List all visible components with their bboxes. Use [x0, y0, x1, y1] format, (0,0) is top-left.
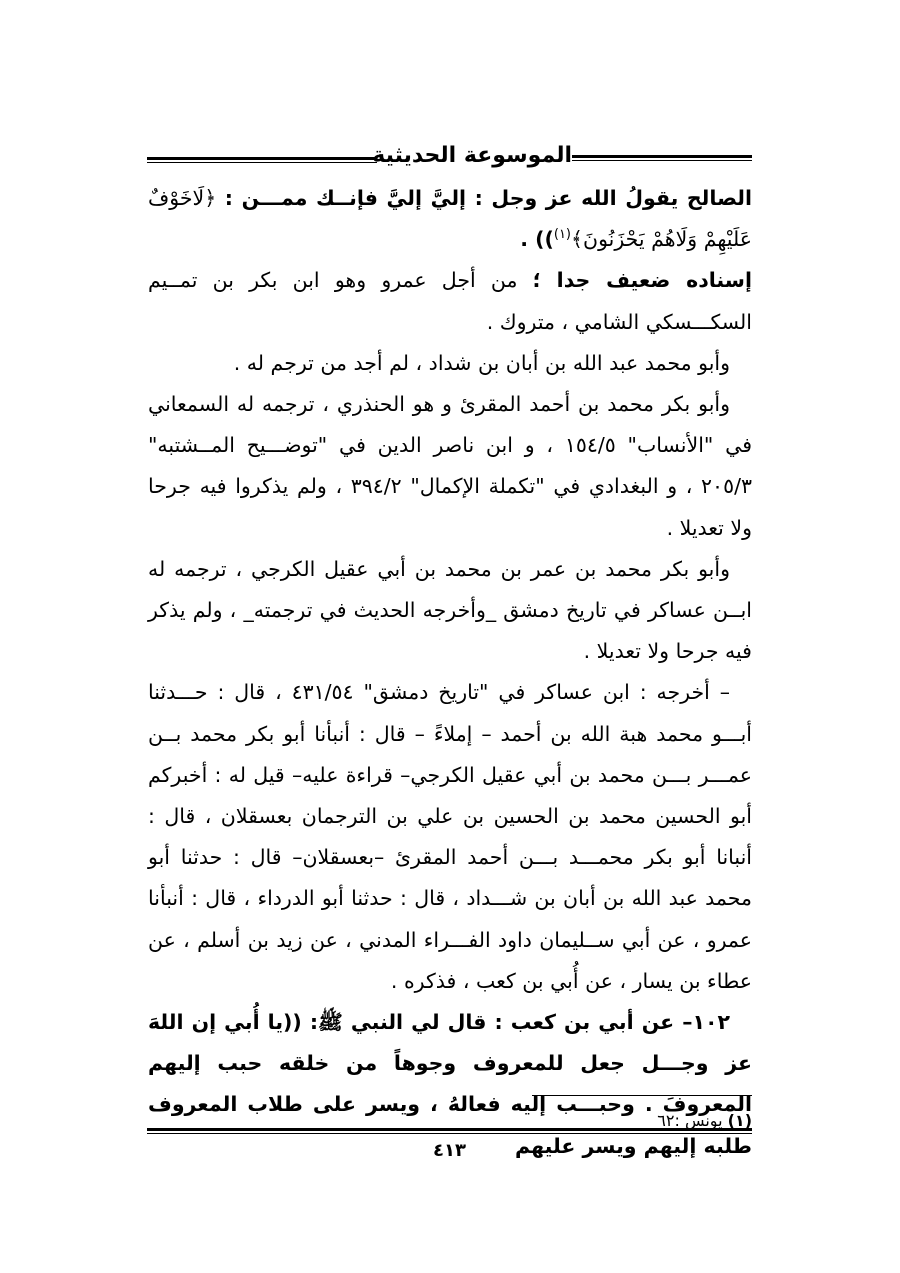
- grade-label: إسناده ضعيف جدا ؛: [532, 268, 752, 293]
- page-header: [147, 143, 752, 177]
- quran-verse: ﴿لَاخَوْفٌ عَلَيْهِمْ وَلَاهُمْ يَحْزَنُونَ﴾: [148, 186, 752, 252]
- paragraph-hadith-end: [148, 178, 752, 260]
- paragraph-isnad-grade: [148, 260, 752, 342]
- footnote-text: يونس :٦٢: [657, 1111, 728, 1130]
- header-rule-right: [572, 155, 752, 161]
- hadith-text: الصالح يقولُ الله عز وجل : إليَّ إليَّ فإنــك ممـــن :: [216, 186, 752, 210]
- header-rule-left: [147, 157, 377, 163]
- footer-rule: [147, 1128, 752, 1134]
- page-number: ٤١٣: [433, 1140, 466, 1161]
- main-text: [148, 178, 752, 1167]
- paragraph-narrator-1: وأبو محمد عبد الله بن أبان بن شداد ، لم أجد من ترجم له .: [233, 350, 730, 375]
- paragraph-narrator-2: وأبو بكر محمد بن أحمد المقرئ و هو الحنذري ، ترجمه له السمعاني في "الأنساب" ١٥٤/٥ ، و ابن ناصر الدين في "توضـــيح المــشتبه" ٢٠٥/٣ ، و البغدادي في "تكملة الإكمال" ٣٩٤/٢ ، ولم يذكروا فيه جرحا ولا تعديلا .: [148, 392, 752, 540]
- footnote-separator: [532, 1095, 752, 1096]
- paragraph-narrator-3: وأبو بكر محمد بن عمر بن محمد بن أبي عقيل الكرجي ، ترجمه له ابــن عساكر في تاريخ دمشق _وأخرجه الحديث في ترجمته_ ، ولم يذكر فيه جرحا ولا تعديلا .: [148, 556, 752, 664]
- hadith-close: )) .: [520, 227, 554, 252]
- paragraph-takhrij: – أخرجه : ابن عساكر في "تاريخ دمشق" ٤٣١/٥٤ ، قال : حـــدثنا أبـــو محمد هبة الله بن أحمد – إملاءً – قال : أنبأنا أبو بكر محمد بــن عمـــر بـــن محمد بن أبي عقيل الكرجي– قراءة عليه– قيل له : أخبركم أبو الحسين محمد بن الحسين بن علي بن الترجمان بعسقلان ، قال : أنبانا أبو بكر محمـــد بـــن أحمد المقرئ –بعسقلان– قال : حدثنا أبو محمد عبد الله بن أبان بن شـــداد ، قال : حدثنا أبو الدرداء ، قال : أنبأنا عمرو ، عن أبي ســليمان داود الفـــراء المدني ، عن زيد بن أسلم ، عن عطاء بن يسار ، عن أُبي بن كعب ، فذكره .: [148, 680, 752, 993]
- grade-text: من أجل عمرو وهو ابن بكر بن تمــيم السكـــسكي الشامي ، متروك .: [148, 268, 752, 334]
- footnote-number: (١): [727, 1111, 752, 1130]
- running-title: الموسوعة الحديثية: [372, 143, 572, 168]
- paragraph-hadith-102: ١٠٢– عن أبي بن كعب : قال لي النبي ﷺ: ((يا أُبي إن اللهَ عز وجـــل جعل للمعروف وجوهاً من خلقه حبب إليهم المعروفَ . وحبـــب إليه فعالهُ ، ويسر على طلاب المعروف طلبه إليهم ويسر عليهم: [148, 1010, 752, 1158]
- footnote-ref: (١): [553, 227, 571, 243]
